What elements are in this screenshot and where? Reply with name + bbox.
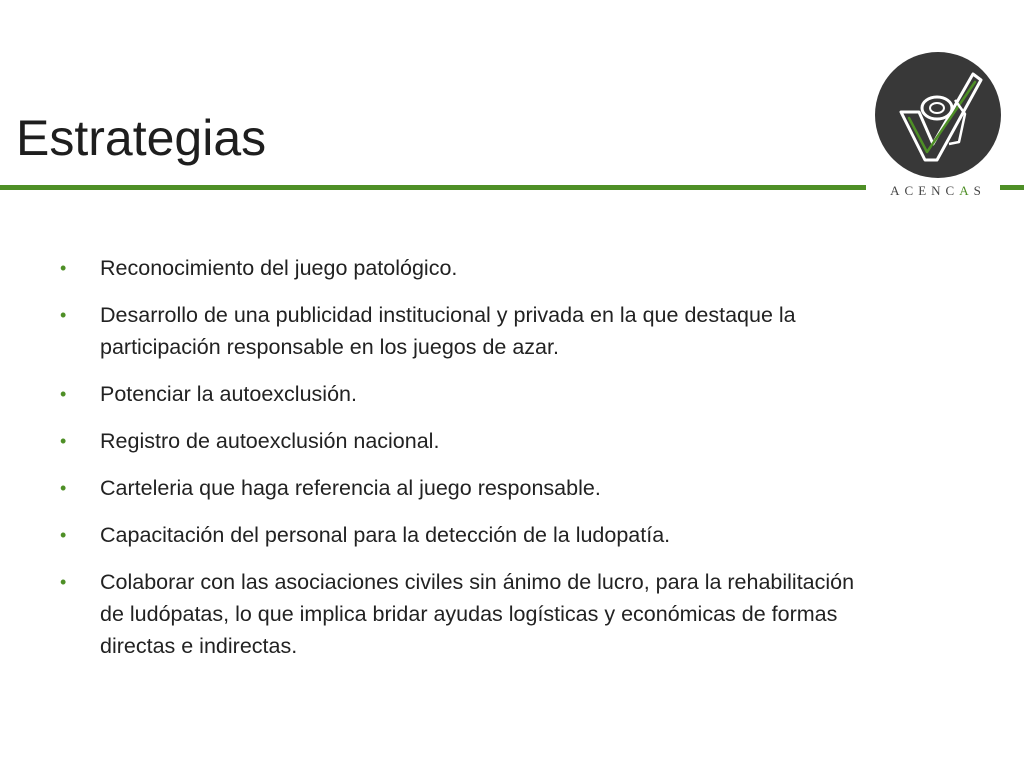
list-item: [60, 378, 880, 410]
list-item: [60, 566, 880, 662]
bullet-icon: •: [60, 431, 67, 451]
list-item-text: Capacitación del personal para la detección de la ludopatía.: [100, 523, 671, 547]
list-item-text: Reconocimiento del juego patológico.: [100, 256, 458, 280]
slide-title: Estrategias: [16, 110, 267, 166]
bullet-icon: •: [60, 305, 67, 325]
logo-wordmark: ACENCAS: [890, 183, 986, 198]
list-item-text: Colaborar con las asociaciones civiles sin ánimo de lucro, para la rehabilitación de ludópatas, lo que implica bridar ayudas logísticas y económicas de formas directas e indirectas.: [100, 570, 855, 658]
list-item: [60, 519, 880, 551]
acencas-logo: [873, 52, 1003, 200]
strategy-list: [60, 252, 880, 677]
list-item-text: Desarrollo de una publicidad institucional y privada en la que destaque la participación responsable en los juegos de azar.: [100, 303, 796, 359]
bullet-icon: •: [60, 258, 67, 278]
list-item-text: Registro de autoexclusión nacional.: [100, 429, 440, 453]
bullet-icon: •: [60, 384, 67, 404]
checkmark-logo-icon: [875, 52, 1001, 178]
list-item: [60, 472, 880, 504]
bullet-icon: •: [60, 525, 67, 545]
bullet-icon: •: [60, 572, 67, 592]
bullet-icon: •: [60, 478, 67, 498]
list-item-text: Carteleria que haga referencia al juego responsable.: [100, 476, 601, 500]
list-item: [60, 252, 880, 284]
list-item: [60, 299, 880, 363]
list-item-text: Potenciar la autoexclusión.: [100, 382, 357, 406]
list-item: [60, 425, 880, 457]
title-underline-end: [1000, 185, 1024, 190]
title-underline: [0, 185, 866, 190]
